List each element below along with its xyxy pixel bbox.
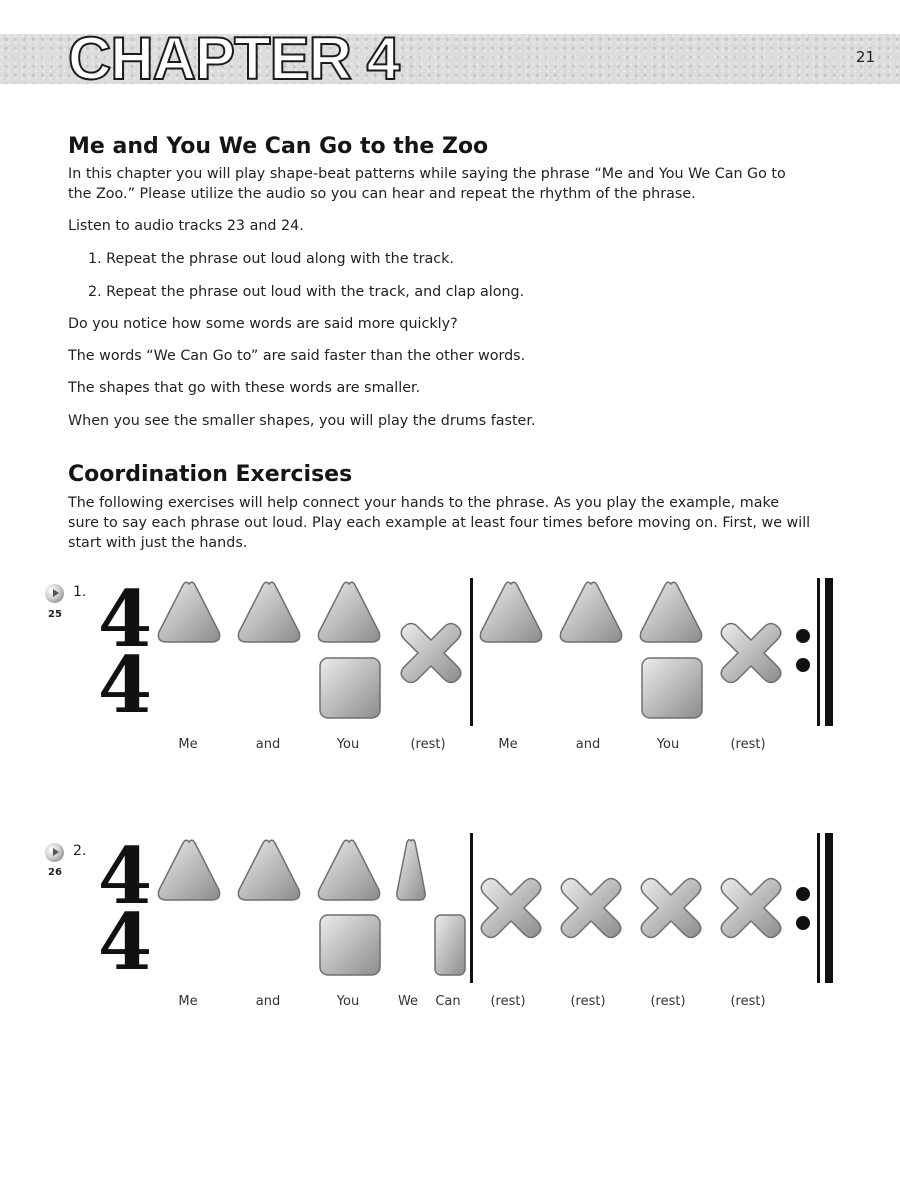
listen-instruction: Listen to audio tracks 23 and 24. <box>68 218 304 234</box>
small-square-beat-shape <box>433 913 467 977</box>
triangle-beat-shape <box>558 580 624 646</box>
audio-track-icon[interactable] <box>45 584 64 603</box>
time-signature-top: 4 <box>97 831 153 922</box>
repeat-dot <box>796 887 810 901</box>
chapter-title: CHAPTER 4 <box>68 25 400 92</box>
square-beat-shape <box>318 913 382 977</box>
lyric-word: Can <box>435 994 461 1009</box>
time-signature-bottom: 4 <box>97 640 153 731</box>
triangle-beat-shape <box>236 838 302 904</box>
lyric-word: (rest) <box>410 737 446 752</box>
repeat-dot <box>796 658 810 672</box>
coordination-line-3: start with just the hands. <box>68 535 248 551</box>
lyric-word: and <box>575 737 601 752</box>
x-rest-shape <box>718 875 784 941</box>
lyric-word: (rest) <box>730 737 766 752</box>
repeat-barline-thin <box>817 578 820 726</box>
square-beat-shape <box>318 656 382 720</box>
lyric-word: Me <box>178 994 198 1009</box>
lyric-word: (rest) <box>490 994 526 1009</box>
section-heading-zoo: Me and You We Can Go to the Zoo <box>68 134 489 159</box>
note-line: When you see the smaller shapes, you will play the drums faster. <box>68 413 536 429</box>
triangle-beat-shape <box>156 838 222 904</box>
lyric-word: We <box>397 994 419 1009</box>
triangle-beat-shape <box>156 580 222 646</box>
lyric-word: (rest) <box>730 994 766 1009</box>
intro-line-2: the Zoo.” Please utilize the audio so you can hear and repeat the rhythm of the phrase. <box>68 186 696 202</box>
coordination-line-1: The following exercises will help connect your hands to the phrase. As you play the example, make <box>68 495 780 511</box>
lyric-word: Me <box>178 737 198 752</box>
lyric-word: Me <box>498 737 518 752</box>
lyric-word: and <box>255 737 281 752</box>
lyric-word: You <box>336 994 360 1009</box>
repeat-barline-thin <box>817 833 820 983</box>
track-number: 25 <box>48 609 62 620</box>
small-triangle-beat-shape <box>394 838 428 904</box>
page-number: 21 <box>855 48 875 66</box>
lyric-word: (rest) <box>570 994 606 1009</box>
step-item: 1. Repeat the phrase out loud along with the track. <box>88 251 454 267</box>
note-line: The shapes that go with these words are smaller. <box>68 380 421 396</box>
time-signature-bottom: 4 <box>97 897 153 988</box>
track-number: 26 <box>48 867 62 878</box>
square-beat-shape <box>640 656 704 720</box>
exercise-number: 2. <box>73 843 87 859</box>
barline <box>470 833 473 983</box>
lyric-word: (rest) <box>650 994 686 1009</box>
x-rest-shape <box>638 875 704 941</box>
note-line: The words “We Can Go to” are said faster than the other words. <box>68 348 526 364</box>
lyric-word: You <box>656 737 680 752</box>
step-item: 2. Repeat the phrase out loud with the track, and clap along. <box>88 284 525 300</box>
section-heading-coordination: Coordination Exercises <box>68 462 353 487</box>
coordination-line-2: sure to say each phrase out loud. Play each example at least four times before moving on. First, we will <box>68 515 811 531</box>
barline <box>470 578 473 726</box>
triangle-beat-shape <box>316 838 382 904</box>
audio-track-icon[interactable] <box>45 843 64 862</box>
triangle-beat-shape <box>638 580 704 646</box>
x-rest-shape <box>558 875 624 941</box>
lyric-word: and <box>255 994 281 1009</box>
time-signature-top: 4 <box>97 574 153 665</box>
x-rest-shape <box>478 875 544 941</box>
exercise-number: 1. <box>73 584 87 600</box>
intro-line-1: In this chapter you will play shape-beat patterns while saying the phrase “Me and You We Can Go to <box>68 166 786 182</box>
repeat-dot <box>796 916 810 930</box>
triangle-beat-shape <box>236 580 302 646</box>
repeat-barline-thick <box>825 578 833 726</box>
x-rest-shape <box>718 620 784 686</box>
triangle-beat-shape <box>316 580 382 646</box>
repeat-dot <box>796 629 810 643</box>
x-rest-shape <box>398 620 464 686</box>
note-line: Do you notice how some words are said more quickly? <box>68 316 458 332</box>
lyric-word: You <box>336 737 360 752</box>
repeat-barline-thick <box>825 833 833 983</box>
triangle-beat-shape <box>478 580 544 646</box>
